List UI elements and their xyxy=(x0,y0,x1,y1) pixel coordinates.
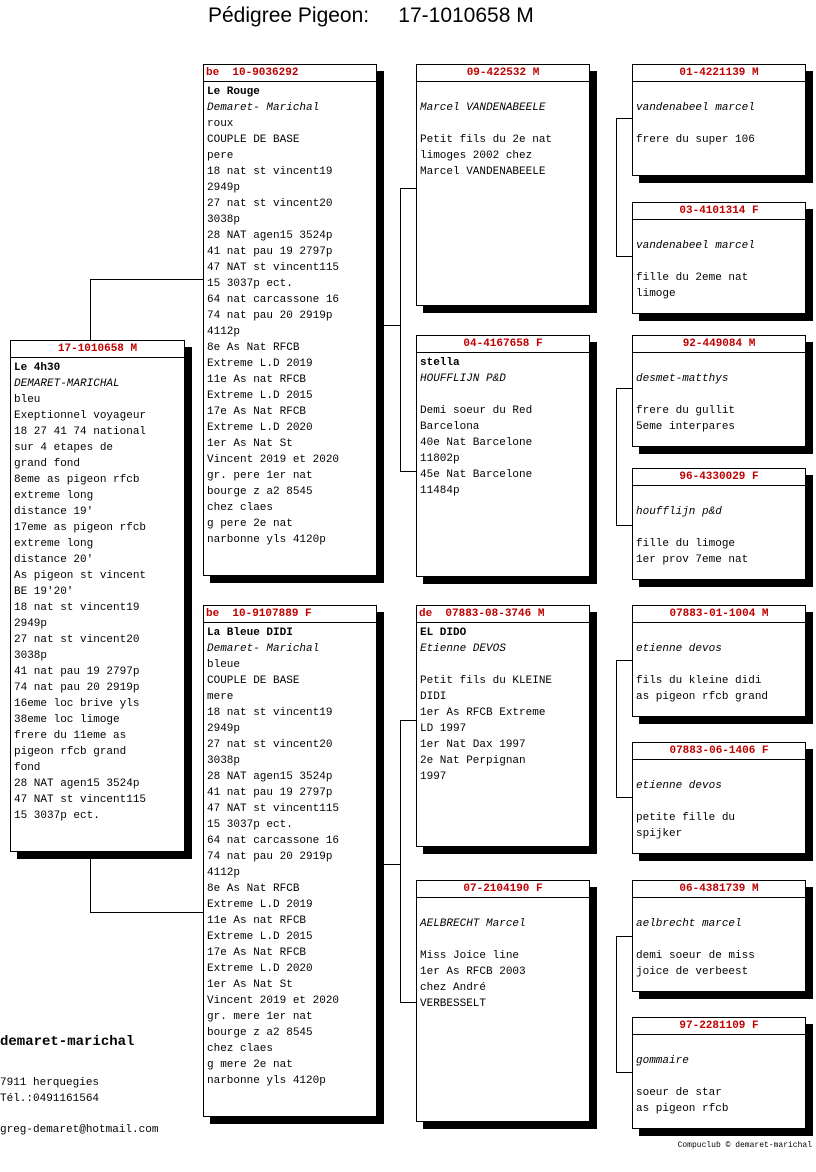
pedigree-note-line: gr. mere 1er nat xyxy=(207,1011,313,1023)
pedigree-note-line: distance 20' xyxy=(14,554,94,566)
pigeon-name xyxy=(420,84,586,100)
pedigree-note-line: 38eme loc limoge xyxy=(14,714,120,726)
ring-number: 07-2104190 F xyxy=(417,881,589,898)
breeder: gommaire xyxy=(636,1055,689,1067)
ring-number: 09-422532 M xyxy=(417,65,589,82)
breeder: aelbrecht marcel xyxy=(636,918,742,930)
ring-number: 06-4381739 M xyxy=(633,881,805,898)
pedigree-note-line: 3038p xyxy=(14,650,48,662)
ring-number: 03-4101314 F xyxy=(633,203,805,220)
pedigree-note-line: 41 nat pau 19 2797p xyxy=(14,666,140,678)
pedigree-note-line: 40e Nat Barcelone xyxy=(420,437,533,449)
pigeon-name xyxy=(420,900,586,916)
breeder: Etienne DEVOS xyxy=(420,643,506,655)
pedigree-note-line: 27 nat st vincent20 xyxy=(14,634,140,646)
pedigree-note-line: As pigeon st vincent xyxy=(14,570,147,582)
pedigree-note-line: g pere 2e nat xyxy=(207,518,293,530)
pedigree-note-line xyxy=(636,520,802,536)
pedigree-note-line: 18 nat st vincent19 xyxy=(207,707,333,719)
pigeon-card-ggp-4 xyxy=(632,468,806,580)
breeder: DEMARET-MARICHAL xyxy=(14,378,120,390)
pigeon-card-ggp-1 xyxy=(632,64,806,176)
pedigree-note-line: 1er As RFCB 2003 xyxy=(420,966,526,978)
owner-phone: Tél.:0491161564 xyxy=(0,1093,100,1105)
pedigree-note-line: 27 nat st vincent20 xyxy=(207,198,333,210)
pedigree-note-line: Extreme L.D 2015 xyxy=(207,931,313,943)
pedigree-note-line: VERBESSELT xyxy=(420,998,487,1010)
pedigree-note-line: 3038p xyxy=(207,214,241,226)
pedigree-note-line: 47 NAT st vincent115 xyxy=(207,262,340,274)
pedigree-note-line: 41 nat pau 19 2797p xyxy=(207,246,333,258)
ring-number: 07883-06-1406 F xyxy=(633,743,805,760)
pedigree-note-line: 74 nat pau 20 2919p xyxy=(207,310,333,322)
pedigree-note-line xyxy=(636,116,802,132)
ring-number: 97-2281109 F xyxy=(633,1018,805,1035)
pedigree-note-line: 74 nat pau 20 2919p xyxy=(14,682,140,694)
pedigree-note-line: 17e As Nat RFCB xyxy=(207,947,307,959)
pedigree-note-line: 1er prov 7eme nat xyxy=(636,554,749,566)
pedigree-note-line: Extreme L.D 2020 xyxy=(207,963,313,975)
pedigree-note-line: DIDI xyxy=(420,691,447,703)
pedigree-note-line: BE 19'20' xyxy=(14,586,74,598)
pigeon-card-ggp-2 xyxy=(632,202,806,314)
pedigree-note-line: 2e Nat Perpignan xyxy=(420,755,526,767)
owner-address: 7911 herquegies xyxy=(0,1077,100,1089)
credit: Compuclub © demaret-marichal xyxy=(677,1141,812,1150)
pigeon-card-ggp-8 xyxy=(632,1017,806,1129)
pedigree-note-line xyxy=(636,794,802,810)
pedigree-note-line: pere xyxy=(207,150,234,162)
pedigree-note-line: narbonne yls 4120p xyxy=(207,534,326,546)
owner-email[interactable]: greg-demaret@hotmail.com xyxy=(0,1124,159,1136)
breeder: Demaret- Marichal xyxy=(207,102,320,114)
pedigree-note-line: frere du gullit xyxy=(636,405,736,417)
pigeon-card-father xyxy=(203,64,377,576)
pedigree-note-line: sur 4 etapes de xyxy=(14,442,114,454)
ring-number: 17-1010658 M xyxy=(11,341,184,358)
pedigree-note-line: 64 nat carcassone 16 xyxy=(207,835,340,847)
pedigree-note-line: bourge z a2 8545 xyxy=(207,486,313,498)
page-title: Pédigree Pigeon: 17-1010658 M xyxy=(208,4,534,27)
color: bleu xyxy=(14,394,41,406)
pedigree-note-line: frere du super 106 xyxy=(636,134,755,146)
pedigree-note-line: 41 nat pau 19 2797p xyxy=(207,787,333,799)
pedigree-note-line: 3038p xyxy=(207,755,241,767)
pigeon-card-mother xyxy=(203,605,377,1117)
pedigree-note-line: 1er As RFCB Extreme xyxy=(420,707,546,719)
pedigree-note-line: 1er As Nat St xyxy=(207,979,293,991)
pigeon-name: La Bleue DIDI xyxy=(207,627,293,639)
breeder: AELBRECHT Marcel xyxy=(420,918,526,930)
ring-number: be 10-9036292 xyxy=(204,65,376,82)
breeder: Marcel VANDENABEELE xyxy=(420,102,546,114)
pigeon-card-ggp-7 xyxy=(632,880,806,992)
pedigree-note-line xyxy=(420,116,586,132)
pedigree-note-line: 47 NAT st vincent115 xyxy=(14,794,147,806)
pigeon-name: Le Rouge xyxy=(207,86,260,98)
pedigree-note-line: as pigeon rfcb xyxy=(636,1103,729,1115)
pedigree-note-line xyxy=(420,657,586,673)
pedigree-note-line: 28 NAT agen15 3524p xyxy=(207,230,333,242)
pedigree-note-line: 45e Nat Barcelone xyxy=(420,469,533,481)
pedigree-note-line: distance 19' xyxy=(14,506,94,518)
pedigree-note-line: 18 nat st vincent19 xyxy=(14,602,140,614)
pedigree-note-line: 8e As Nat RFCB xyxy=(207,883,300,895)
breeder: HOUFFLIJN P&D xyxy=(420,373,506,385)
pedigree-note-line: grand fond xyxy=(14,458,81,470)
pedigree-note-line xyxy=(420,387,586,403)
owner-contact xyxy=(0,1075,99,1107)
breeder: vandenabeel marcel xyxy=(636,102,755,114)
pedigree-note-line: 2949p xyxy=(207,723,241,735)
pedigree-note-line: fille du 2eme nat xyxy=(636,272,749,284)
pedigree-note-line: fils du kleine didi xyxy=(636,675,762,687)
ring-number: 92-449084 M xyxy=(633,336,805,353)
ring-number: 07883-01-1004 M xyxy=(633,606,805,623)
pedigree-note-line: Barcelona xyxy=(420,421,480,433)
pedigree-note-line: Petit fils du KLEINE xyxy=(420,675,553,687)
pedigree-note-line: 11e As nat RFCB xyxy=(207,915,307,927)
color: roux xyxy=(207,118,234,130)
pedigree-note-line: 64 nat carcassone 16 xyxy=(207,294,340,306)
pedigree-note-line: Extreme L.D 2015 xyxy=(207,390,313,402)
pedigree-note-line: narbonne yls 4120p xyxy=(207,1075,326,1087)
pedigree-note-line: as pigeon rfcb grand xyxy=(636,691,769,703)
pedigree-note-line: petite fille du xyxy=(636,812,736,824)
breeder: Demaret- Marichal xyxy=(207,643,320,655)
pedigree-note-line: gr. pere 1er nat xyxy=(207,470,313,482)
pigeon-name: EL DIDO xyxy=(420,627,467,639)
pedigree-note-line: 28 NAT agen15 3524p xyxy=(14,778,140,790)
pigeon-card-father-mother xyxy=(416,335,590,577)
pedigree-note-line: 11802p xyxy=(420,453,460,465)
pedigree-note-line: LD 1997 xyxy=(420,723,467,735)
pigeon-card-ggp-5 xyxy=(632,605,806,717)
pedigree-note-line: Extreme L.D 2019 xyxy=(207,358,313,370)
pedigree-note-line: chez claes xyxy=(207,502,274,514)
ring-number: 01-4221139 M xyxy=(633,65,805,82)
pedigree-note-line: extreme long xyxy=(14,538,94,550)
color: bleue xyxy=(207,659,241,671)
pedigree-note-line: 4112p xyxy=(207,867,241,879)
breeder: houfflijn p&d xyxy=(636,506,722,518)
owner-block xyxy=(0,1034,134,1050)
pedigree-note-line: 1997 xyxy=(420,771,447,783)
pedigree-note-line: soeur de star xyxy=(636,1087,722,1099)
pigeon-name: stella xyxy=(420,357,460,369)
pedigree-note-line: 8e As Nat RFCB xyxy=(207,342,300,354)
pedigree-note-line: mere xyxy=(207,691,234,703)
owner-name: demaret-marichal xyxy=(0,1034,135,1050)
pedigree-note-line: 74 nat pau 20 2919p xyxy=(207,851,333,863)
pedigree-note-line: 27 nat st vincent20 xyxy=(207,739,333,751)
pigeon-card-father-father xyxy=(416,64,590,306)
pigeon-card-mother-mother xyxy=(416,880,590,1122)
ring-number: be 10-9107889 F xyxy=(204,606,376,623)
pedigree-note-line: extreme long xyxy=(14,490,94,502)
pedigree-note-line: 15 3037p ect. xyxy=(207,819,293,831)
pedigree-note-line: pigeon rfcb grand xyxy=(14,746,127,758)
pedigree-note-line: 1er Nat Dax 1997 xyxy=(420,739,526,751)
pedigree-note-line: 17eme as pigeon rfcb xyxy=(14,522,147,534)
pigeon-card-main xyxy=(10,340,185,852)
pedigree-note-line: 11484p xyxy=(420,485,460,497)
pedigree-note-line: 15 3037p ect. xyxy=(207,278,293,290)
breeder: etienne devos xyxy=(636,780,722,792)
pedigree-note-line: Demi soeur du Red xyxy=(420,405,533,417)
pedigree-note-line: g mere 2e nat xyxy=(207,1059,293,1071)
pedigree-note-line: joice de verbeest xyxy=(636,966,749,978)
pedigree-note-line: chez claes xyxy=(207,1043,274,1055)
pedigree-note-line: Vincent 2019 et 2020 xyxy=(207,995,340,1007)
pedigree-note-line: bourge z a2 8545 xyxy=(207,1027,313,1039)
pigeon-name: Le 4h30 xyxy=(14,362,61,374)
pedigree-note-line xyxy=(420,932,586,948)
ring-number: 96-4330029 F xyxy=(633,469,805,486)
pedigree-note-line: chez André xyxy=(420,982,487,994)
pedigree-note-line: COUPLE DE BASE xyxy=(207,134,300,146)
pedigree-note-line: spijker xyxy=(636,828,683,840)
pedigree-note-line: Petit fils du 2e nat xyxy=(420,134,553,146)
pedigree-note-line: Extreme L.D 2020 xyxy=(207,422,313,434)
pedigree-note-line: limoges 2002 chez xyxy=(420,150,533,162)
breeder: desmet-matthys xyxy=(636,373,729,385)
pedigree-note-line: limoge xyxy=(636,288,676,300)
pigeon-card-ggp-6 xyxy=(632,742,806,854)
pedigree-note-line: fond xyxy=(14,762,41,774)
breeder: vandenabeel marcel xyxy=(636,240,755,252)
pedigree-note-line: 4112p xyxy=(207,326,241,338)
pedigree-note-line: fille du limoge xyxy=(636,538,736,550)
pedigree-note-line: COUPLE DE BASE xyxy=(207,675,300,687)
pedigree-note-line: Vincent 2019 et 2020 xyxy=(207,454,340,466)
pedigree-note-line xyxy=(636,254,802,270)
pedigree-note-line: 47 NAT st vincent115 xyxy=(207,803,340,815)
pedigree-note-line: 17e As Nat RFCB xyxy=(207,406,307,418)
ring-number: 04-4167658 F xyxy=(417,336,589,353)
pedigree-note-line: Marcel VANDENABEELE xyxy=(420,166,546,178)
pedigree-note-line: 18 27 41 74 national xyxy=(14,426,147,438)
pedigree-note-line xyxy=(636,932,802,948)
pedigree-note-line: 2949p xyxy=(207,182,241,194)
pedigree-note-line: 16eme loc brive yls xyxy=(14,698,140,710)
pedigree-note-line: demi soeur de miss xyxy=(636,950,755,962)
pedigree-note-line: Exeptionnel voyageur xyxy=(14,410,147,422)
pedigree-note-line xyxy=(636,657,802,673)
breeder: etienne devos xyxy=(636,643,722,655)
pedigree-note-line: 18 nat st vincent19 xyxy=(207,166,333,178)
pedigree-note-line: Extreme L.D 2019 xyxy=(207,899,313,911)
pedigree-note-line xyxy=(636,387,802,403)
pedigree-note-line: 11e As nat RFCB xyxy=(207,374,307,386)
pigeon-card-ggp-3 xyxy=(632,335,806,447)
pigeon-card-mother-father xyxy=(416,605,590,847)
pedigree-note-line: 15 3037p ect. xyxy=(14,810,100,822)
pedigree-note-line: frere du 11eme as xyxy=(14,730,127,742)
pedigree-note-line: 5eme interpares xyxy=(636,421,736,433)
pedigree-note-line: 1er As Nat St xyxy=(207,438,293,450)
ring-number: de 07883-08-3746 M xyxy=(417,606,589,623)
pedigree-note-line: Miss Joice line xyxy=(420,950,520,962)
pedigree-note-line: 28 NAT agen15 3524p xyxy=(207,771,333,783)
pedigree-note-line: 8eme as pigeon rfcb xyxy=(14,474,140,486)
pedigree-note-line xyxy=(636,1069,802,1085)
pedigree-note-line: 2949p xyxy=(14,618,48,630)
